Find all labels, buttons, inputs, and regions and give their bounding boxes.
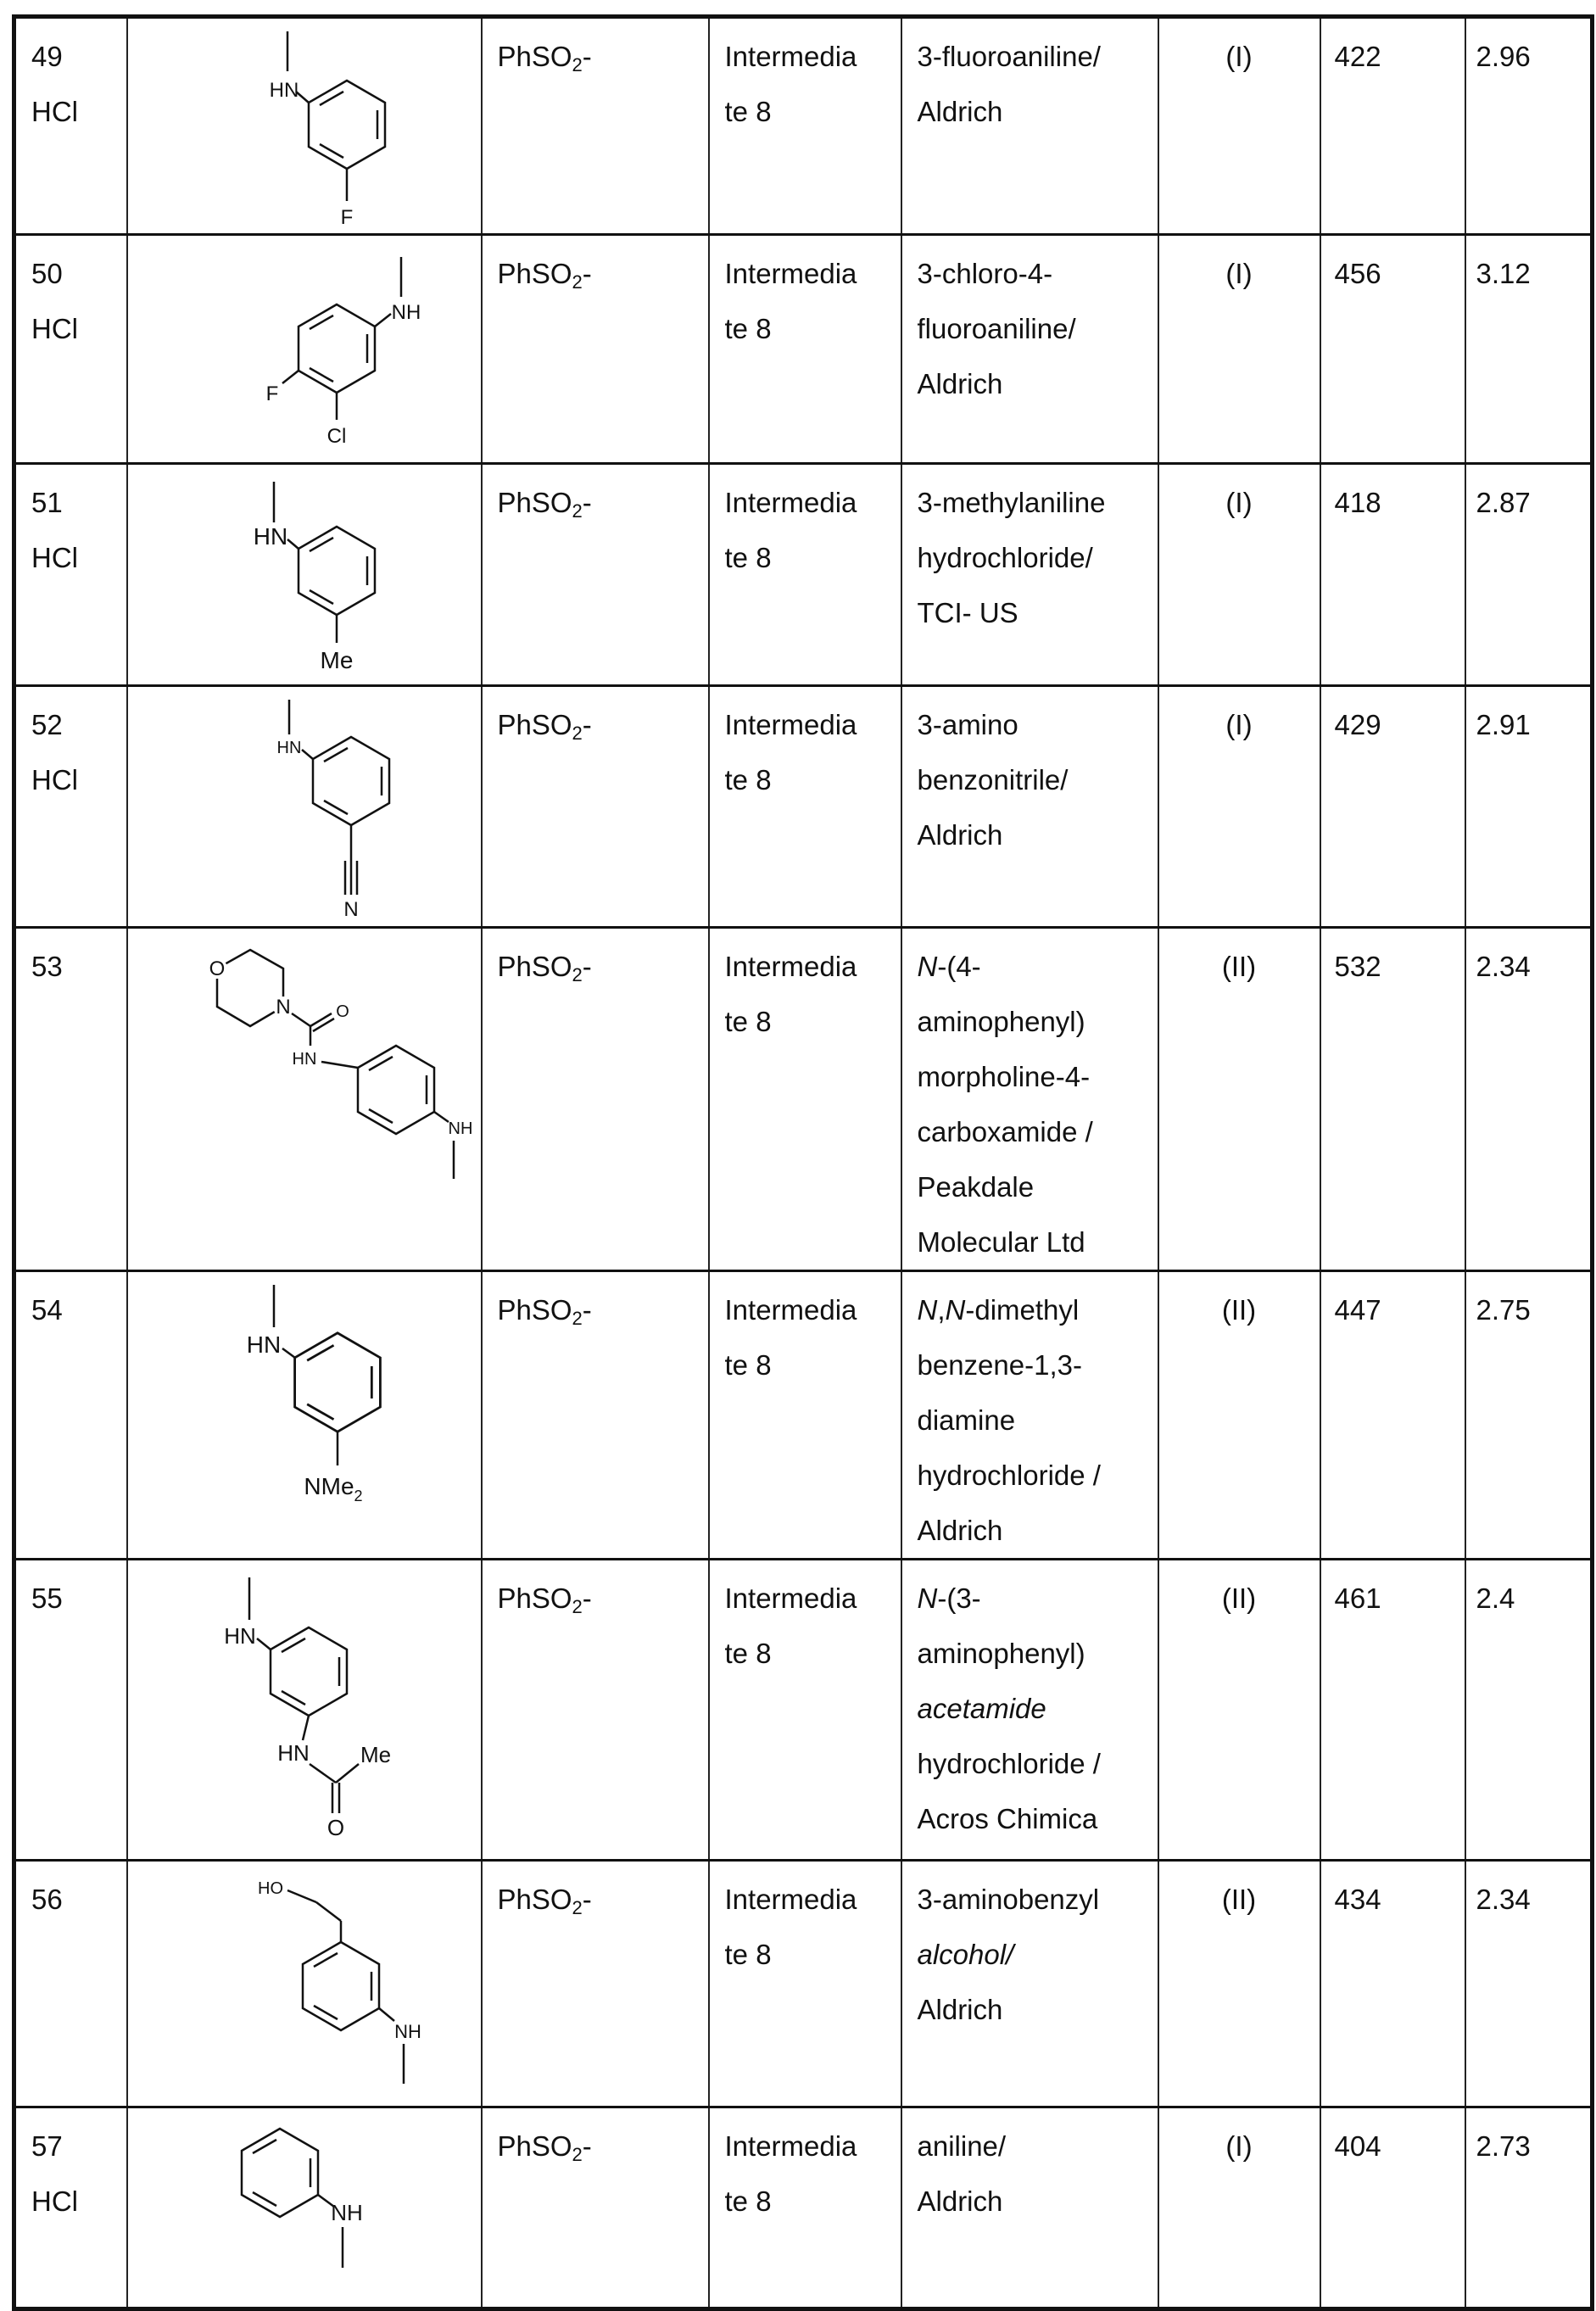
retention-time-text: 2.4 [1476, 1583, 1515, 1614]
retention-time-text: 3.12 [1476, 258, 1531, 289]
example-label: 57 [31, 2118, 126, 2174]
reagent-text: N [946, 1294, 966, 1326]
svg-text:NH: NH [391, 301, 421, 324]
mass-cell [1320, 1271, 1465, 1560]
reagent-text: Aldrich [918, 1994, 1003, 2025]
subscript: 2 [572, 964, 583, 985]
reagent-text: aminophenyl) [918, 1006, 1085, 1037]
example-label: 52 [31, 697, 126, 752]
retention-time-cell [1465, 1560, 1593, 1861]
reagent-text: hydrochloride/ [918, 542, 1093, 573]
example-cell [14, 464, 127, 686]
mass-text: 532 [1335, 951, 1381, 982]
mass-cell [1320, 464, 1465, 686]
reagent-text: N [918, 1294, 938, 1326]
svg-text:HO: HO [258, 1879, 283, 1898]
reagent-text: morpholine-4- [918, 1061, 1091, 1092]
example-label: 49 [31, 29, 126, 84]
svg-text:NMe2: NMe2 [304, 1473, 362, 1504]
reagent-line [918, 29, 1158, 84]
example-label: HCl [31, 84, 126, 139]
reagent-text: -(4- [937, 951, 980, 982]
group-text: - [583, 1294, 592, 1326]
intermediate-line: Intermedia [725, 29, 901, 84]
example-label: 50 [31, 246, 126, 301]
reagent-cell [901, 2107, 1158, 2309]
group-text: - [583, 709, 592, 740]
reagent-line [918, 1282, 1158, 1337]
structure-cell [127, 235, 482, 464]
reagent-line [918, 1626, 1158, 1681]
intermediate-line: te 8 [725, 1626, 901, 1681]
structure-3-fluorophenylamino [128, 19, 481, 233]
method-cell [1158, 1271, 1320, 1560]
svg-text:O: O [209, 957, 225, 980]
reagent-text: Aldrich [918, 819, 1003, 851]
method-cell [1158, 686, 1320, 928]
method-cell [1158, 2107, 1320, 2309]
retention-time-cell [1465, 928, 1593, 1271]
subscript: 2 [572, 271, 583, 293]
retention-time-cell [1465, 17, 1593, 235]
mass-cell [1320, 235, 1465, 464]
example-label: HCl [31, 301, 126, 356]
mass-cell [1320, 1861, 1465, 2107]
example-cell [14, 1271, 127, 1560]
structure-3-acetamidophenylamino [128, 1560, 481, 1859]
reagent-text: 3-fluoroaniline/ [918, 41, 1101, 72]
structure-cell [127, 2107, 482, 2309]
reagent-line [918, 246, 1158, 301]
method-cell [1158, 17, 1320, 235]
group-text: PhSO [498, 41, 572, 72]
example-label: 56 [31, 1872, 126, 1927]
reagent-line [918, 1503, 1158, 1558]
group-text: - [583, 2130, 592, 2162]
retention-time-text: 2.34 [1476, 1884, 1531, 1915]
example-cell [14, 2107, 127, 2309]
structure-3-chloro-4-fluorophenylamino [128, 236, 481, 462]
reagent-line [918, 1791, 1158, 1846]
group-text: - [583, 1583, 592, 1614]
subscript: 2 [572, 500, 583, 522]
reagent-cell [901, 1271, 1158, 1560]
subscript: 2 [572, 1308, 583, 1329]
table-row [14, 1560, 1593, 1861]
reagent-text: N [918, 951, 938, 982]
reagent-line [918, 1872, 1158, 1927]
reagent-line [918, 2174, 1158, 2229]
reagent-cell [901, 1861, 1158, 2107]
retention-time-text: 2.96 [1476, 41, 1531, 72]
retention-time-cell [1465, 686, 1593, 928]
group-cell [482, 1271, 709, 1560]
mass-text: 429 [1335, 709, 1381, 740]
svg-text:Cl: Cl [326, 425, 346, 448]
group-text: PhSO [498, 1294, 572, 1326]
intermediate-line: te 8 [725, 530, 901, 585]
group-cell [482, 686, 709, 928]
intermediate-line: te 8 [725, 752, 901, 807]
intermediate-cell [709, 17, 901, 235]
reagent-text: benzene-1,3- [918, 1349, 1082, 1381]
retention-time-text: 2.34 [1476, 951, 1531, 982]
reagent-line [918, 939, 1158, 994]
method-text: (II) [1222, 1884, 1256, 1915]
reagent-cell [901, 686, 1158, 928]
group-text: - [583, 487, 592, 518]
mass-text: 434 [1335, 1884, 1381, 1915]
method-text: (I) [1225, 709, 1252, 740]
intermediate-line: te 8 [725, 2174, 901, 2229]
table-row [14, 235, 1593, 464]
structure-cell [127, 17, 482, 235]
reagent-line [918, 1393, 1158, 1448]
table-row [14, 1861, 1593, 2107]
retention-time-text: 2.73 [1476, 2130, 1531, 2162]
intermediate-cell [709, 2107, 901, 2309]
reagent-line [918, 752, 1158, 807]
method-cell [1158, 1861, 1320, 2107]
mass-cell [1320, 2107, 1465, 2309]
reagent-text: 3-amino [918, 709, 1018, 740]
group-text: PhSO [498, 1884, 572, 1915]
svg-text:Me: Me [360, 1742, 390, 1767]
reagent-line [918, 1104, 1158, 1159]
retention-time-cell [1465, 1271, 1593, 1560]
structure-cell [127, 1271, 482, 1560]
reagent-cell [901, 17, 1158, 235]
retention-time-text: 2.75 [1476, 1294, 1531, 1326]
reagent-line [918, 84, 1158, 139]
reagent-line [918, 1571, 1158, 1626]
svg-text:O: O [326, 1815, 343, 1840]
group-text: PhSO [498, 2130, 572, 2162]
method-cell [1158, 235, 1320, 464]
structure-cell [127, 1560, 482, 1861]
svg-text:HN: HN [276, 739, 301, 757]
svg-text:O: O [336, 1002, 349, 1021]
method-cell [1158, 464, 1320, 686]
structure-morpholine-carboxamide-phenylamino [128, 929, 481, 1264]
intermediate-line: Intermedia [725, 475, 901, 530]
subscript: 2 [572, 2144, 583, 2165]
reagent-line [918, 1927, 1158, 1982]
reagent-line [918, 2118, 1158, 2174]
intermediate-cell [709, 1271, 901, 1560]
intermediate-cell [709, 464, 901, 686]
reagent-cell [901, 928, 1158, 1271]
group-cell [482, 17, 709, 235]
example-cell [14, 17, 127, 235]
example-cell [14, 1560, 127, 1861]
intermediate-line: te 8 [725, 84, 901, 139]
compound-table [12, 14, 1594, 2311]
reagent-line [918, 697, 1158, 752]
group-text: - [583, 41, 592, 72]
mass-cell [1320, 17, 1465, 235]
structure-3-hydroxymethylphenylamino [128, 1862, 481, 2106]
reagent-line [918, 994, 1158, 1049]
example-cell [14, 686, 127, 928]
retention-time-cell [1465, 2107, 1593, 2309]
reagent-line [918, 356, 1158, 411]
example-label: HCl [31, 530, 126, 585]
reagent-text: -dimethyl [965, 1294, 1079, 1326]
table-row [14, 928, 1593, 1271]
intermediate-line: Intermedia [725, 939, 901, 994]
intermediate-line: te 8 [725, 301, 901, 356]
method-text: (II) [1222, 1294, 1256, 1326]
method-text: (II) [1222, 1583, 1256, 1614]
reagent-text: Peakdale [918, 1171, 1035, 1203]
reagent-line [918, 1337, 1158, 1393]
reagent-line [918, 585, 1158, 640]
intermediate-cell [709, 928, 901, 1271]
reagent-text: carboxamide / [918, 1116, 1093, 1147]
svg-text:HN: HN [246, 1331, 280, 1358]
reagent-text: 3-methylaniline [918, 487, 1106, 518]
intermediate-line: Intermedia [725, 1872, 901, 1927]
subscript: 2 [572, 1596, 583, 1617]
example-label: HCl [31, 752, 126, 807]
method-text: (I) [1225, 2130, 1252, 2162]
reagent-line [918, 475, 1158, 530]
mass-text: 404 [1335, 2130, 1381, 2162]
method-text: (II) [1222, 951, 1256, 982]
reagent-text: Aldrich [918, 2185, 1003, 2217]
table-row [14, 17, 1593, 235]
reagent-text: 3-chloro-4- [918, 258, 1053, 289]
example-cell [14, 928, 127, 1271]
svg-text:Me: Me [320, 647, 353, 673]
svg-text:HN: HN [253, 523, 287, 550]
method-text: (I) [1225, 258, 1252, 289]
reagent-text: fluoroaniline/ [918, 313, 1076, 344]
intermediate-cell [709, 235, 901, 464]
reagent-text: hydrochloride / [918, 1460, 1101, 1491]
group-cell [482, 235, 709, 464]
reagent-text: diamine [918, 1404, 1016, 1436]
group-text: PhSO [498, 1583, 572, 1614]
intermediate-cell [709, 686, 901, 928]
mass-cell [1320, 928, 1465, 1271]
reagent-text: benzonitrile/ [918, 764, 1069, 795]
intermediate-line: te 8 [725, 1927, 901, 1982]
group-cell [482, 928, 709, 1271]
example-label: 55 [31, 1571, 126, 1626]
group-text: - [583, 951, 592, 982]
example-cell [14, 235, 127, 464]
subscript: 2 [572, 723, 583, 744]
structure-3-dimethylaminophenylamino [128, 1272, 481, 1554]
structure-phenylamino [128, 2108, 481, 2307]
example-label: HCl [31, 2174, 126, 2229]
svg-text:F: F [340, 206, 353, 229]
method-cell [1158, 1560, 1320, 1861]
intermediate-line: Intermedia [725, 697, 901, 752]
reagent-text: , [937, 1294, 945, 1326]
intermediate-line: Intermedia [725, 246, 901, 301]
retention-time-text: 2.87 [1476, 487, 1531, 518]
reagent-text: N [918, 1583, 938, 1614]
reagent-line [918, 1214, 1158, 1270]
intermediate-line: Intermedia [725, 1571, 901, 1626]
structure-cell [127, 1861, 482, 2107]
example-cell [14, 1861, 127, 2107]
svg-text:NH: NH [448, 1119, 472, 1138]
example-label: 53 [31, 939, 126, 994]
mass-cell [1320, 1560, 1465, 1861]
svg-text:N: N [276, 996, 290, 1019]
mass-text: 422 [1335, 41, 1381, 72]
reagent-text: -(3- [937, 1583, 980, 1614]
reagent-text: Aldrich [918, 96, 1003, 127]
structure-cell [127, 464, 482, 686]
reagent-line [918, 530, 1158, 585]
group-cell [482, 1560, 709, 1861]
svg-text:NH: NH [331, 2200, 363, 2225]
group-cell [482, 2107, 709, 2309]
group-text: PhSO [498, 951, 572, 982]
subscript: 2 [572, 54, 583, 75]
table-row [14, 2107, 1593, 2309]
svg-text:HN: HN [224, 1623, 256, 1649]
intermediate-cell [709, 1861, 901, 2107]
reagent-text: Molecular Ltd [918, 1226, 1085, 1258]
group-text: - [583, 1884, 592, 1915]
subscript: 2 [572, 1897, 583, 1918]
retention-time-cell [1465, 235, 1593, 464]
group-text: PhSO [498, 258, 572, 289]
mass-text: 418 [1335, 487, 1381, 518]
group-cell [482, 1861, 709, 2107]
reagent-cell [901, 464, 1158, 686]
reagent-line [918, 1049, 1158, 1104]
svg-text:N: N [343, 898, 358, 921]
reagent-text: acetamide [918, 1693, 1046, 1724]
reagent-line [918, 1448, 1158, 1503]
intermediate-line: te 8 [725, 994, 901, 1049]
reagent-text: Acros Chimica [918, 1803, 1098, 1834]
table-row [14, 464, 1593, 686]
table-row [14, 686, 1593, 928]
structure-3-methylphenylamino [128, 465, 481, 684]
mass-text: 456 [1335, 258, 1381, 289]
reagent-line [918, 807, 1158, 862]
intermediate-line: te 8 [725, 1337, 901, 1393]
example-label: 51 [31, 475, 126, 530]
group-cell [482, 464, 709, 686]
svg-text:HN: HN [269, 79, 299, 102]
reagent-line [918, 301, 1158, 356]
mass-cell [1320, 686, 1465, 928]
method-cell [1158, 928, 1320, 1271]
intermediate-line: Intermedia [725, 2118, 901, 2174]
intermediate-cell [709, 1560, 901, 1861]
group-text: PhSO [498, 709, 572, 740]
structure-3-cyanophenylamino [128, 687, 481, 926]
example-label: 54 [31, 1282, 126, 1337]
retention-time-cell [1465, 464, 1593, 686]
intermediate-line: Intermedia [725, 1282, 901, 1337]
reagent-text: aminophenyl) [918, 1638, 1085, 1669]
reagent-text: Aldrich [918, 1515, 1003, 1546]
reagent-cell [901, 1560, 1158, 1861]
reagent-cell [901, 235, 1158, 464]
group-text: - [583, 258, 592, 289]
reagent-text: 3-aminobenzyl [918, 1884, 1100, 1915]
group-text: PhSO [498, 487, 572, 518]
reagent-text: aniline/ [918, 2130, 1007, 2162]
reagent-line [918, 1159, 1158, 1214]
reagent-text: alcohol/ [918, 1939, 1014, 1970]
retention-time-text: 2.91 [1476, 709, 1531, 740]
table-row [14, 1271, 1593, 1560]
reagent-line [918, 1982, 1158, 2037]
structure-cell [127, 928, 482, 1271]
method-text: (I) [1225, 487, 1252, 518]
svg-text:HN: HN [277, 1740, 310, 1766]
reagent-line [918, 1681, 1158, 1736]
structure-cell [127, 686, 482, 928]
svg-text:F: F [265, 382, 278, 405]
svg-text:HN: HN [292, 1050, 316, 1069]
reagent-text: TCI- US [918, 597, 1018, 628]
reagent-line [918, 1736, 1158, 1791]
mass-text: 447 [1335, 1294, 1381, 1326]
method-text: (I) [1225, 41, 1252, 72]
svg-text:NH: NH [394, 2021, 421, 2042]
retention-time-cell [1465, 1861, 1593, 2107]
reagent-text: Aldrich [918, 368, 1003, 399]
mass-text: 461 [1335, 1583, 1381, 1614]
reagent-text: hydrochloride / [918, 1748, 1101, 1779]
